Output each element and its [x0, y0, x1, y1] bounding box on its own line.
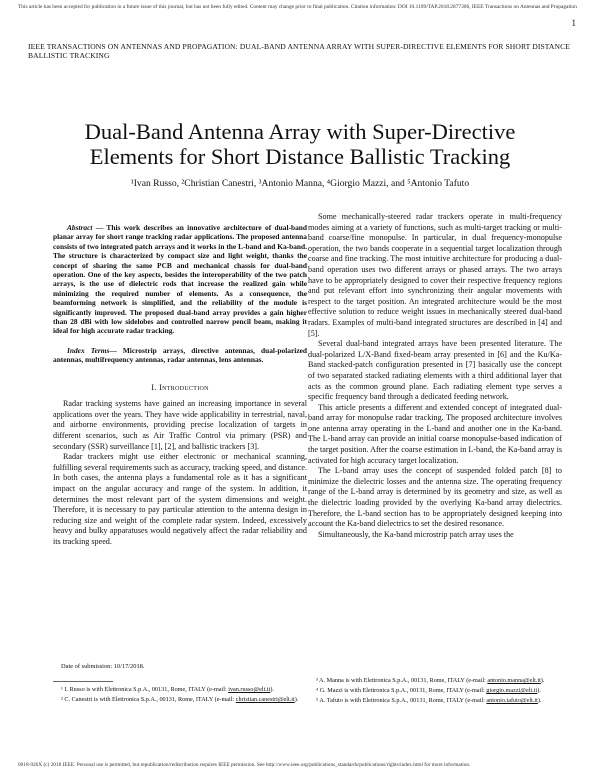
section-numeral: I. — [151, 382, 157, 392]
footnote-1-text: ¹ I. Russo is with Elettronica S.p.A., 00131, Rome, ITALY (e-mail: — [61, 686, 229, 693]
footnote-4-tail: ). — [537, 687, 541, 694]
email-link[interactable]: giorgio.mazzi@elt.it — [486, 687, 538, 694]
email-link[interactable]: antonio.tafuto@elt.it — [486, 697, 538, 704]
email-link[interactable]: ivan.russo@elt.it — [228, 686, 271, 693]
submission-date: Date of submission: 10/17/2018. — [61, 663, 145, 670]
intro-paragraph-2: Radar trackers might use either electronic or mechanical scanning, fulfilling several requirements such as accuracy, tracking speed, and distance. In both cases, the antenna plays a fundamental role as it has a significant impact on the angular accuracy and range of the system. In addition, it determines the most relevant part of the system dimensions and weight. Therefore, it is necessary to pay particular attention to the antenna design in reducing size and weight of the complete radar system. Indeed, excessively heavy and bulky apparatuses would negatively affect the radar reliability and its tracking speed. — [53, 452, 307, 546]
footnote-3-text: ³ A. Manna is with Elettronica S.p.A., 00131, Rome, ITALY (e-mail: — [316, 677, 488, 684]
section-heading — [53, 383, 307, 394]
footnote-5-text: ⁵ A. Tafuto is with Elettronica S.p.A., 00131, Rome, ITALY (e-mail: — [316, 697, 487, 704]
index-terms-lead: Index Terms — [67, 345, 110, 355]
copyright-footer: 0018-926X (c) 2018 IEEE. Personal use is permitted, but republication/redistribution requires IEEE permission. See http://www.ieee.org/publications_standards/publications/rights/index.html for more information. — [18, 762, 471, 768]
email-link[interactable]: christian.canestri@elt.it — [235, 696, 295, 703]
body-paragraph-5: Simultaneously, the Ka-band microstrip patch array uses the — [318, 529, 514, 539]
footnote-4-text: ⁴ G. Mazzi is with Elettronica S.p.A., 00131, Rome, ITALY (e-mail: — [316, 687, 487, 694]
abstract — [53, 223, 307, 336]
footnotes-left — [53, 663, 307, 706]
body-paragraph-4: The L-band array uses the concept of suspended folded patch [8] to minimize the dielectric losses and the antenna size. The operating frequency range of the L-band array is determined by its geometry and size, as well as the dielectric loading provided by the overlying Ka-band array dielectrics. Therefore, the L-band section has to be appropriately designed keeping into account the Ka-band dielectrics to set the desired resonance. — [308, 466, 562, 529]
running-head: IEEE TRANSACTIONS ON ANTENNAS AND PROPAGATION: DUAL-BAND ANTENNA ARRAY WITH SUPER-DIRECTIVE ELEMENTS FOR SHORT DISTANCE BALLISTIC TRACKING — [28, 42, 570, 60]
footnote-5 — [308, 697, 562, 705]
publication-notice: This article has been accepted for publication in a future issue of this journal, but has not been fully edited. Content may change prior to final publication. Citation information: DOI 10.1109/TAP.2018.2877306, IEEE Transactions on Antennas and Propagation — [18, 4, 577, 10]
footnote-5-tail: ). — [537, 697, 542, 704]
section-title: Introduction — [159, 382, 209, 392]
body-paragraph-3: This article presents a different and extended concept of integrated dual-band array for monopulse radar tracking. The proposed architecture involves one antenna array operating in the L-band and another one in the Ka-band. The L-band array can provide an initial coarse monopulse-based indication of the target position. After the coarse estimation in L-band, the Ka-band array is activated for high accuracy target localization. — [308, 402, 562, 465]
intro-paragraph-1: Radar tracking systems have gained an increasing importance in several applications over the years. They have wide applicability in terrestrial, naval, and airborne environments, providing precise localization of targets in different scenarios, such as Air Traffic Control via primary (PSR) and secondary (SSR) surveillance [1], [2], and ballistic trackers [3]. — [53, 399, 307, 451]
footnote-3-tail: ). — [540, 677, 545, 684]
footnote-2 — [53, 696, 307, 704]
footnote-rule — [53, 681, 113, 682]
footnote-1-tail: ). — [270, 686, 274, 693]
email-link[interactable]: antonio.manna@elt.it — [487, 677, 541, 684]
footnote-4 — [308, 687, 562, 695]
footnote-2-text: ² C. Canestri is with Elettronica S.p.A., 00131, Rome, ITALY (e-mail: — [61, 696, 236, 703]
paper-title: Dual-Band Antenna Array with Super-Directive Elements for Short Distance Ballistic Tracking — [84, 119, 516, 170]
footnote-3 — [308, 677, 562, 685]
page-number: 1 — [571, 18, 576, 28]
index-terms — [53, 346, 307, 365]
abstract-lead: Abstract — [67, 223, 93, 232]
index-terms-text: — Microstrip arrays, directive antennas, dual-polarized antennas, multifrequency antennas, radar antennas, lens antennas. — [53, 345, 307, 365]
left-column — [53, 223, 307, 548]
abstract-text: — This work describes an innovative architecture of dual-band planar array for short range tracking radar applications. The proposed antenna consists of two integrated patch arrays and it works in the L-band and Ka-band. The structure is characterized by compact size and light weight, thanks the concept of sharing the same PCB and mechanical chassis for dual-band operation. One of the key aspects, besides the interoperability of the two patch arrays, is the use of dielectric rods that increase the realized gain while minimizing the required number of elements. As a consequence, the beamforming network is simplified, and the reliability of the module is significantly improved. The proposed dual-band array provides a gain higher than 28 dBi with low sidelobes and controlled narrow pencil beam, making it ideal for high accurate radar tracking. — [53, 223, 307, 336]
footnote-1 — [53, 686, 307, 694]
author-list: ¹Ivan Russo, ²Christian Canestri, ³Antonio Manna, ⁴Giorgio Mazzi, and ⁵Antonio Tafuto — [130, 178, 470, 189]
footnotes-right — [308, 677, 562, 707]
footnote-2-tail: ). — [294, 696, 299, 703]
body-paragraph-1: Some mechanically-steered radar trackers operate in multi-frequency modes aiming at a variety of functions, such as multi-target tracking or multi-band coarse/fine monopulse. In particular, in dual frequency-monopulse operation, the two bands cooperate in a sequential target localization through coarse and fine tracking. The most intuitive architecture for producing a dual-band operation uses two different arrays or phased arrays. The two arrays have to be appropriately designed to cover their respective frequency regions and put relevant effort into synchronizing their angular movements with respect to the target position. An integrated architecture would be the most effective solution to reduce weight issues in mechanically steered dual-band radars. Examples of multi-band integrated structures are described in [4] and [5]. — [308, 212, 562, 338]
right-column — [308, 212, 562, 540]
body-paragraph-2: Several dual-band integrated arrays have been presented literature. The dual-polarized L/X-Band fixed-beam array presented in [6] and the Ku/Ka-Band stacked-patch configuration presented in [7] basically use the concept of two separated stacked radiating elements with a third additional layer that acts as the common ground plane. Each radiating element type serves a specific frequency band through a dedicated feeding network. — [308, 339, 562, 402]
